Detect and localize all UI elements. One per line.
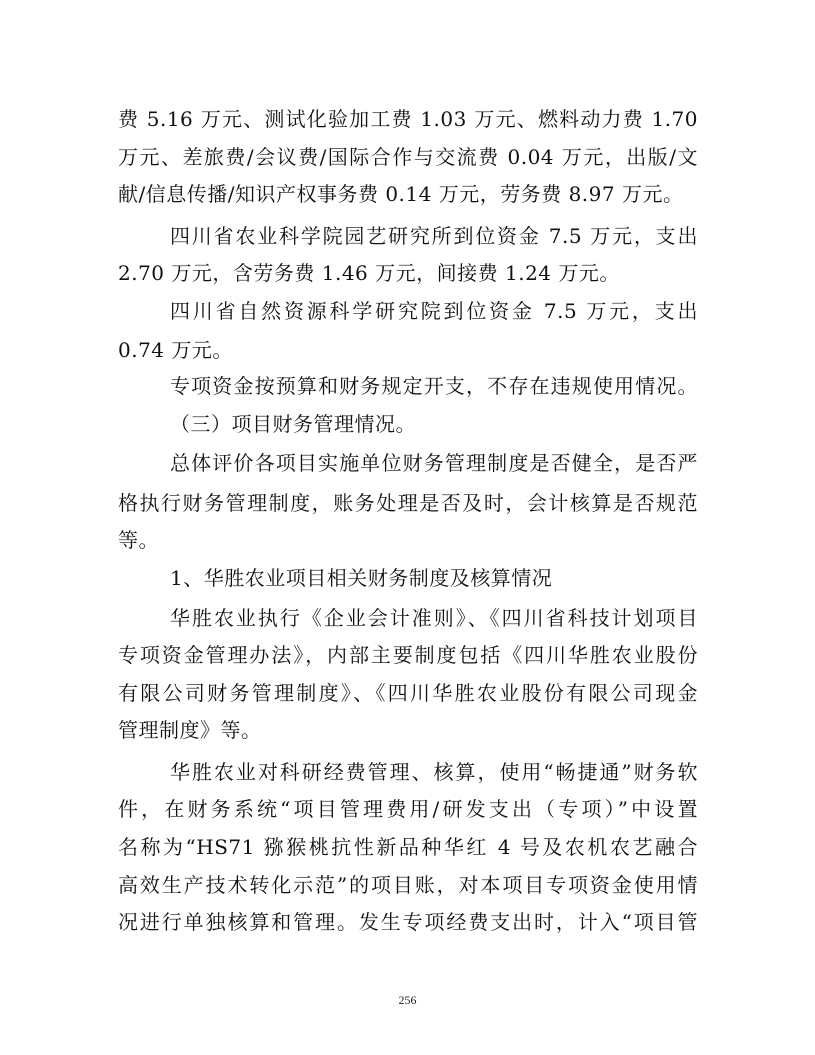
text-line-20: 名称为“HS71 猕猴桃抗性新品种华红 4 号及农机农艺融合 [118, 835, 698, 859]
subsection-heading: 1、华胜农业项目相关财务制度及核算情况 [170, 566, 553, 590]
text-line-21: 高效生产技术转化示范”的项目账，对本项目专项资金使用情 [118, 873, 698, 897]
text-line-22: 况进行单独核算和管理。发生专项经费支出时，计入“项目管 [118, 910, 698, 934]
text-line-16: 有限公司财务管理制度》、《四川华胜农业股份有限公司现金 [118, 681, 698, 705]
text-line-3: 献/信息传播/知识产权事务费 0.14 万元，劳务费 8.97 万元。 [118, 182, 684, 206]
text-line-6: 四川省自然资源科学研究院到位资金 7.5 万元，支出 [170, 299, 698, 323]
text-line-4: 四川省农业科学院园艺研究所到位资金 7.5 万元，支出 [170, 224, 698, 248]
text-line-15: 专项资金管理办法》，内部主要制度包括《四川华胜农业股份 [118, 643, 698, 667]
page-number: 256 [398, 993, 417, 1007]
text-line-7: 0.74 万元。 [118, 338, 233, 362]
section-heading: （三）项目财务管理情况。 [170, 412, 416, 436]
text-line-2: 万元、差旅费/会议费/国际合作与交流费 0.04 万元，出版/文 [118, 145, 698, 169]
text-line-19: 件，在财务系统“项目管理费用/研发支出（专项）”中设置 [118, 797, 698, 821]
text-line-1: 费 5.16 万元、测试化验加工费 1.03 万元、燃料动力费 1.70 [118, 107, 698, 131]
text-line-12: 等。 [118, 528, 159, 552]
text-line-17: 管理制度》等。 [118, 718, 262, 742]
text-line-10: 总体评价各项目实施单位财务管理制度是否健全，是否严 [170, 451, 698, 475]
text-line-18: 华胜农业对科研经费管理、核算，使用“畅捷通”财务软 [170, 760, 698, 784]
text-line-8: 专项资金按预算和财务规定开支，不存在违规使用情况。 [170, 374, 698, 398]
text-line-11: 格执行财务管理制度，账务处理是否及时，会计核算是否规范 [118, 491, 698, 515]
text-line-5: 2.70 万元，含劳务费 1.46 万元，间接费 1.24 万元。 [118, 261, 620, 285]
text-line-14: 华胜农业执行《企业会计准则》、《四川省科技计划项目 [170, 606, 698, 630]
